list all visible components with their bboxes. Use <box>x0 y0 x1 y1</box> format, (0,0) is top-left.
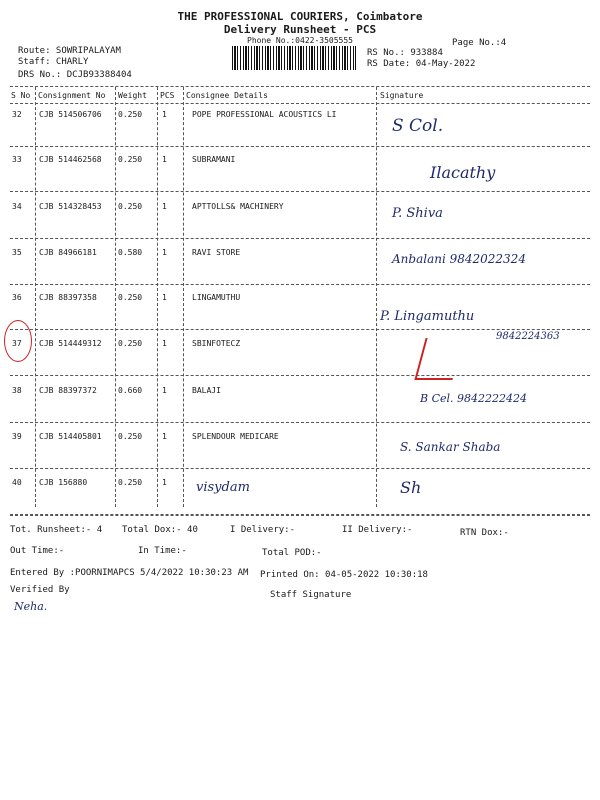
staff-signature-label: Staff Signature <box>270 590 352 600</box>
row-pcs: 1 <box>162 386 167 395</box>
row-consignment: CJB 514328453 <box>39 202 102 211</box>
row-pcs: 1 <box>162 432 167 441</box>
row-consignment: CJB 514462568 <box>39 155 102 164</box>
row-signature: 9842224363 <box>496 331 560 342</box>
i-delivery: I Delivery:- <box>230 525 296 535</box>
row-consignee: APTTOLLS& MACHINERY <box>192 202 284 211</box>
circle-mark-icon <box>4 320 32 362</box>
barcode-icon <box>232 46 356 70</box>
row-consignee: SPLENDOUR MEDICARE <box>192 432 279 441</box>
row-signature: P. Shiva <box>392 206 443 221</box>
drs-number: DRS No.: DCJB93388404 <box>18 70 132 80</box>
row-divider <box>10 191 590 192</box>
verifier-signature: Neha. <box>14 600 48 613</box>
col-divider <box>183 87 184 507</box>
row-weight: 0.580 <box>118 248 143 257</box>
row-consignment: CJB 84966181 <box>39 248 97 257</box>
rtn-dox: RTN Dox:- <box>460 528 509 538</box>
total-pod: Total POD:- <box>262 548 322 558</box>
row-sno: 38 <box>12 386 22 395</box>
col-pcs: PCS <box>160 91 175 100</box>
row-divider <box>10 284 590 285</box>
row-consignment: CJB 156880 <box>39 478 88 487</box>
row-weight: 0.250 <box>118 339 143 348</box>
header-top-rule <box>10 86 590 87</box>
row-sno: 34 <box>12 202 22 211</box>
col-consignment: Consignment No <box>38 91 106 100</box>
row-consignee: LINGAMUTHU <box>192 293 241 302</box>
total-dox: Total Dox:- 40 <box>122 525 198 535</box>
row-consignee: SBINFOTECZ <box>192 339 241 348</box>
row-signature: Anbalani 9842022324 <box>392 252 526 266</box>
col-divider <box>157 87 158 507</box>
row-pcs: 1 <box>162 155 167 164</box>
verified-by: Verified By <box>10 585 70 595</box>
staff: Staff: CHARLY <box>18 57 89 67</box>
row-sno: 39 <box>12 432 22 441</box>
row-divider <box>10 329 590 330</box>
row-pcs: 1 <box>162 248 167 257</box>
rs-number: RS No.: 933884 <box>367 48 443 58</box>
ii-delivery: II Delivery:- <box>342 525 413 535</box>
company-name: THE PROFESSIONAL COURIERS, Coimbatore <box>177 10 423 23</box>
row-signature: S. Sankar Shaba <box>400 440 501 454</box>
row-weight: 0.250 <box>118 478 143 487</box>
row-weight: 0.660 <box>118 386 143 395</box>
row-signature: Ilacathy <box>430 163 496 182</box>
row-consignment: CJB 514506706 <box>39 110 102 119</box>
row-weight: 0.250 <box>118 432 143 441</box>
row-sno: 33 <box>12 155 22 164</box>
row-pcs: 1 <box>162 339 167 348</box>
row-consignee: SUBRAMANI <box>192 155 236 164</box>
col-divider <box>115 87 116 507</box>
row-pcs: 1 <box>162 293 167 302</box>
row-weight: 0.250 <box>118 293 143 302</box>
row-sno: 37 <box>12 339 22 348</box>
row-divider <box>10 422 590 423</box>
row-consignee: POPE PROFESSIONAL ACOUSTICS LI <box>192 110 337 119</box>
row-weight: 0.250 <box>118 202 143 211</box>
row-consignment: CJB 88397358 <box>39 293 97 302</box>
row-pcs: 1 <box>162 110 167 119</box>
row-divider <box>10 238 590 239</box>
row-signature: P. Lingamuthu <box>380 309 475 324</box>
col-divider <box>376 87 377 507</box>
row-weight: 0.250 <box>118 155 143 164</box>
header-bottom-rule <box>10 103 590 104</box>
col-divider <box>35 87 36 507</box>
row-sno: 36 <box>12 293 22 302</box>
row-signature: S Col. <box>392 116 444 136</box>
row-divider <box>10 375 590 376</box>
red-scribble-icon <box>414 338 463 380</box>
phone-number: Phone No.:0422-3505555 <box>247 36 353 45</box>
rs-date: RS Date: 04-May-2022 <box>367 59 476 69</box>
out-time: Out Time:- <box>10 546 65 556</box>
footer-rule <box>10 515 590 516</box>
row-pcs: 1 <box>162 202 167 211</box>
in-time: In Time:- <box>138 546 187 556</box>
col-weight: Weight <box>118 91 147 100</box>
col-consignee: Consignee Details <box>186 91 268 100</box>
row-sno: 35 <box>12 248 22 257</box>
row-pcs: 1 <box>162 478 167 487</box>
row-consignment: CJB 514449312 <box>39 339 102 348</box>
page-number: Page No.:4 <box>452 38 507 48</box>
row-consignment: CJB 514405801 <box>39 432 102 441</box>
col-signature: Signature <box>380 91 424 100</box>
route: Route: SOWRIPALAYAM <box>18 46 121 56</box>
row-signature: Sh <box>400 478 422 497</box>
row-sno: 32 <box>12 110 22 119</box>
row-signature: B Cel. 9842222424 <box>420 392 528 405</box>
col-sno: S No <box>11 91 31 100</box>
row-consignment: CJB 88397372 <box>39 386 97 395</box>
printed-on: Printed On: 04-05-2022 10:30:18 <box>260 570 428 580</box>
row-weight: 0.250 <box>118 110 143 119</box>
row-sno: 40 <box>12 478 22 487</box>
row-divider <box>10 468 590 469</box>
row-consignee: BALAJI <box>192 386 221 395</box>
row-consignee: visydam <box>196 480 250 495</box>
entered-by: Entered By :POORNIMAPCS 5/4/2022 10:30:23 AM <box>10 568 249 578</box>
tot-runsheet: Tot. Runsheet:- 4 <box>10 525 103 535</box>
row-divider <box>10 146 590 147</box>
row-consignee: RAVI STORE <box>192 248 241 257</box>
runsheet-title: Delivery Runsheet - PCS <box>223 23 377 36</box>
